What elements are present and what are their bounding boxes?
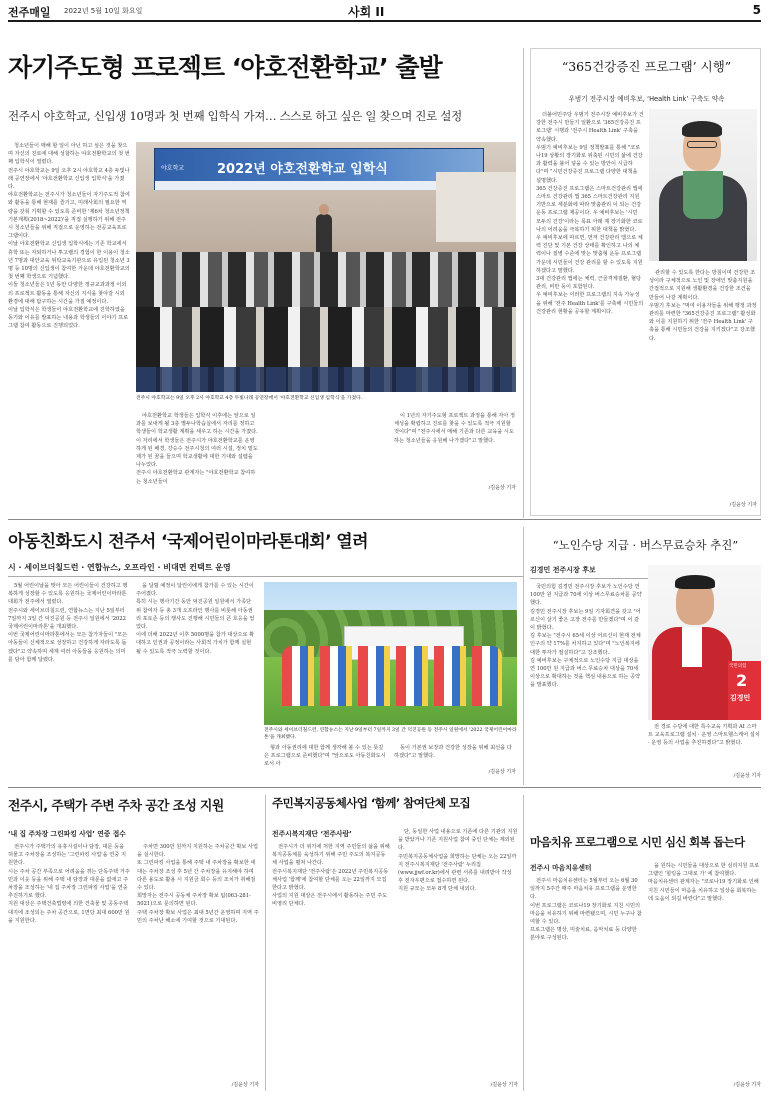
section-rule-1 [8, 519, 761, 520]
banner-org: 야호학교 [161, 165, 185, 172]
column-divider-top [523, 48, 524, 518]
article3-col1: 전주시가 주택가의 유휴시설이나 담장, 대문 등을 허물고 주차장을 조성하는 '그린파킹 사업'을 연중 지원한다. 시는 주차 공간 부족으로 어려움을 겪는 단독주택 거주민과 이웃 등을 위해 주택 내 담장과 대문을 없애고 주차장을 조성하는 '내 집 주차장 그린파킹 사업'을 연중 추진하기로 했다. 지원 대상은 주택건축법령에 의한 건축물 및 공동주택 대지에 조성되는 주차 공간으로, 1면당 최대 600만 원을 지원한다. [8, 844, 130, 924]
column-divider-b1 [265, 795, 266, 1091]
article1-author: /김윤상 기자 [488, 485, 516, 491]
article1-caption: 전주시 야호학교는 9일 오후 2시 야호학교 4층 두빛나래 공연장에서 '야호전환학교 신입생 입학식'을 가졌다. [136, 396, 363, 401]
article5-col1: 전주시 마음치유센터는 5월부터 오는 6월 30일까지 5주간 매주 마음치유 프로그램을 운영한다. 이번 프로그램은 코로나19 장기화로 지친 시민의 마음을 치유하기 위해 마련됐으며, 시민 누구나 참여할 수 있다. 프로그램은 명상, 미술치료, 음악치료 등 다양한 분야로 구성된다. [530, 878, 642, 942]
chair-row [136, 367, 516, 392]
article2-col1: 5월 어린이날을 맞아 모든 어린이들이 건강하고 행복하게 성장할 수 있도록 응원하는 국제어린이마라톤대회가 전주에서 열렸다. 전주시와 세이브더칠드런, 연합뉴스는 지난 5일부터 7일까지 3일 간 덕진공원 등 전주시 일원에서 '2022 국제어린이마라톤'을 개최했다. 이번 국제어린이마라톤에서는 모든 참가자들이 "모든 아동들이 신체적으로 성장하고 건강하게 자라도록 돕겠다"고 약속하며 세계 여러 아동들을 응원하는 의미를 담아 함께 달렸다. [8, 583, 128, 663]
portrait-hair [682, 121, 722, 137]
article5-author: /김윤상 기자 [733, 1082, 761, 1088]
article1-headline: 자기주도형 프로젝트 ‘야호전환학교’ 출발 [8, 53, 442, 82]
campaign-badge [728, 661, 761, 720]
audience-row-back [136, 252, 516, 312]
banner-title: 2022년 야호전환학교 입학식 [217, 162, 388, 177]
side1-title: “365건강증진 프로그램’ 시행” [561, 59, 732, 74]
side2-title: “노인수당 지급 · 버스무료승차 추진” [552, 538, 739, 552]
article2-headline: 아동친화도시 전주서 ‘국제어린이마라톤대회’ 열려 [8, 532, 368, 552]
article2-author: /김윤상 기자 [488, 769, 516, 775]
candidate-shirt [682, 627, 702, 667]
article2-subhead-rule [8, 576, 523, 577]
article2-photo [264, 582, 517, 725]
article1-photo [136, 142, 516, 392]
column-divider-b2 [523, 795, 524, 1091]
portrait-glasses [687, 141, 717, 148]
side1-portrait [649, 109, 757, 261]
article2-subhead: 시 · 세이브더칠드런 · 연합뉴스, 오프라인 · 비대면 컨택트 운영 [8, 563, 231, 572]
side1-subtitle: 우범기 전주시장 예비후보, ‘Health Link’ 구축도 약속 [568, 95, 725, 103]
masthead-rule [8, 20, 761, 22]
article4-headline: 주민복지공동체사업 ‘함께’ 참여단체 모집 [272, 796, 471, 810]
paper-name: 전주매일 [8, 6, 51, 19]
article3-col2: 주차면 300만 원까지 지원하는 주차공간 확보 사업을 실시한다. 또 그린파킹 사업을 통해 주택 내 주차장을 확보한 세대는 주차장 조성 후 5년 간 주차장을 유지해야 하며 다른 용도로 활용 시 지원금 회수 등의 조치가 취해질 수 있다. 희망자는 전주시 공동체 주차장 확보 팀(063-281-5021)으로 문의하면 된다. 주택 주차장 확보 사업은 최대 5년간 운영하며 지역 주민의 주차난 해소에 기여할 것으로 기대된다. [137, 844, 259, 924]
badge-name: 김경민 [730, 694, 751, 702]
article4-subhead: 전주시복지재단 ‘전주사람’ [272, 830, 352, 838]
side2-portrait [648, 565, 761, 720]
masthead [8, 0, 761, 20]
article3-subhead: ‘내 집 주차장 그린파킹 사업’ 연중 접수 [8, 830, 126, 838]
article1-subhead: 전주시 야호학교, 신입생 10명과 첫 번째 입학식 가져… 스스로 하고 싶은 일 찾으며 진로 설정 [8, 109, 462, 123]
article4-author: /김윤상 기자 [490, 1082, 518, 1088]
article5-col2: 을 원하는 시민들을 대상으로 한 심리지원 프로그램인 '힐링을 그대로 가' 에 참여했다. 마음치유센터 관계자는 "코로나19 장기화로 인해 지친 시민들이 마음을 치유하고 일상을 회복하는 데 도움이 되길 바란다"고 말했다. [648, 863, 760, 902]
section-rule-2 [8, 787, 761, 788]
column-divider-mid [523, 527, 524, 785]
article5-subhead: 전주시 마음치유센터 [530, 864, 592, 872]
screen-right [436, 172, 516, 242]
article3-headline: 전주시, 주택가 주변 주차 공간 조성 지원 [8, 799, 224, 814]
article2-col2: 을 달릴 예정이 달린이에게 참가를 수 있는 시간이 주어졌다. 특히 시는 행사기간 동안 덕진공원 일원에서 가족단위 참여자 등 총 3개 오프라인 행사를 비롯해 아동권리 포토존 등의 행사도 진행해 시민들의 큰 호응을 얻었다. 이에 더해 2022년 이후 5000명을 참가 대상으로 확대하고 인권과 공정이라는 사회적 가치가 함께 실현될 수 있도록 적극 노력할 것이다. [136, 583, 255, 655]
article2-col4: 동이 기본권 보장과 건강한 성장을 위해 최선을 다하겠다"고 말했다. [394, 745, 512, 760]
article2-col3: 형과 아동권리에 대한 함께 생각해 볼 수 있는 뜻깊은 프로그램으로 준비했다"며 "앞으로도 아동친화도시로서 아 [264, 745, 386, 768]
event-banner [154, 148, 484, 190]
article1-col2: 야호전환학교 학생들은 입학식 이후에는 앞으로 일과를 보내게 될 3층 별두나학습실에서 자리를 정하고 학생들이 학교생활 계획을 세우고 하는 시간을 가졌다. 이 자리에서 학생들은 전주시가 야호전환학교를 운영하게 된 배경, 강승수 전주시청의 여러 시설, 정치 밑도 제가 된 꿈을 들으며 학교생활에 대한 기대와 설렘을 나누었다. 전주시 야호전환학교 관계자는 "야호전환학교 참여하는 청소년들이 [136, 413, 258, 485]
portrait-sweater [683, 171, 723, 219]
article5-headline: 마음치유 프로그램으로 시민 심신 회복 돕는다 [530, 835, 745, 849]
side1-author: /김윤상 기자 [729, 502, 757, 508]
side1-col1: 더불어민주당 우범기 전주시장 예비후보가 건강한 전주시 만들기 일환으로 '365건강증진 프로그램' 시행과 '전주시 Health Link' 구축을 약속했다. 우범기 예비후보는 9일 정책발표를 통해 "코로나19 상황의 장기화로 위축된 시민의 삶에 건강과 활력을 불어 넣을 수 있는 방안이 시급하다"며 "시민건강증진 프로그램 다양한 대책을 설명했다. 365 건강증진 프로그램은 스마트건강관리 앱에 스마트 건강관리 앱 365 스마트건강관리 지원 기반으로 세분화에 따라 맞춤관리 이 되는 건강 운동 프로그램 제공이다. 우 예비후보는 '시민 모두의 건강'이라는 목표 아래 제 장기화한 코로나의 어려움을 극복하기 위한 대책을 밝혔다. 우 예비후보에 따르면, 먼저 건강관리 앱으로 체력 진단 및 기본 건강 상태를 확인하고 나의 체력이나 질병 수준에 맞는 맞춤형 운동 프로그램 가운데 시민들이 건강 관리를 할 수 있도록 지원하겠다고 말했다. 3대 건강관리 앱에는 체력, 근골격계질환, 혈당관리, 비만 등이 포함된다. 우 예비후보는 이러한 프로그램의 지속 가능성을 위해 '전주 Health Link'를 구축해 시민들의 건강관리 현황을 공유할 계획이다. [536, 112, 644, 315]
article1-col4: 이 1년의 자기주도형 프로젝트 과정을 통해 자아 정체성을 확립하고 진로를 찾을 수 있도록 적극 지원할 것이다"며 "전주시에서 매해 기존과 다른 교육을 시도하는 청소년들을 응원해 나가겠다"고 말했다. [394, 413, 516, 444]
children-group [282, 646, 502, 706]
side2-author: /김윤상 기자 [733, 773, 761, 779]
side2-col1: 국민의힘 김경민 전주시장 후보가 노인수당 연 100만 원 지급과 70세 이상 버스무료승차를 공약했다. 김경민 전주시장 후보는 9일 기자회견을 갖고 "어르신이 살기 좋은 고장 전주를 만들겠다"며 이 같이 밝혔다. 김 후보는 "전주시 65세 이상 어르신이 현재 전체 인구의 약 17%를 차지하고 있다"며 "노인복지에 대한 투자가 절실하다"고 강조했다. 김 예비후보는 구체적으로 노인수당 지급 대상을 연 100만 원 지급과 버스 무료승차 대상을 70세 이상으로 확대하는 것을 핵심 내용으로 하는 공약을 발표했다. [530, 584, 642, 689]
badge-party: 국민의힘 [729, 664, 747, 669]
side2-subtitle: 김경민 전주시장 후보 [530, 566, 596, 574]
side1-col2: 관리할 수 있도록 한다는 방침이며 건강한 조성이라 구체적으로 노인 및 장애인 맞춤지원을 간접적으로 지원해 생활환경을 건강한 조건을 만들어 나갈 계획이다. 우범기 후보는 "먹여 이용자들을 위해 행정 과정 관리를 마련한 "365건강증진 프로그램" 활성화와 이를 지원하기 위한 '전주 Health Link' 구축을 통해 시민들의 건강을 지키겠다"고 강조했다. [649, 270, 757, 342]
article4-col1: 전주시가 더 위기에 처한 지역 주민들의 삶을 위해 복지공동체를 육성하기 위해 주민 주도의 복지공동체 사업을 펼쳐 나간다. 전주시복지재단 '전주사람'은 2022년 주민복지공동체사업 '함께'에 참여할 단체를 오는 22일까지 모집한다고 밝혔다. 사업의 지원 대상은 전주시에서 활동하는 주민 주도 비영리 단체다. [272, 844, 390, 908]
side1-box [530, 48, 761, 516]
speaker-head [319, 204, 329, 215]
page-number: 5 [752, 3, 761, 17]
issue-date: 2022년 5월 10일 화요일 [64, 7, 143, 15]
article4-col2: 단, 동일한 사업 내용으로 기존에 다른 기관의 지원을 받았거나 기존 지원사업 참여 중인 단체는 제외된다. 주민복지공동체사업을 희망하는 단체는 오는 22일까지 전주시복지재단 '전주사람' 누리집(www.jjwf.or.kr)에서 관련 서류를 내려받아 작성 후 전자우편으로 접수하면 된다. 지원 규모는 모두 8개 단체 내외다. [398, 829, 518, 893]
side2-col2: 전 경로 수당에 대한 특수교육 기획과 AI 스마트 교육프로그램 설치 · 운영 스마트헬스케어 설치 · 운영 등의 사업을 추진하겠다"고 밝혔다. [648, 724, 760, 747]
article1-col1: 청소년들이 매해 할 일이 아닌 하고 싶은 것을 찾으며 자신의 진로에 대해 성찰하는 야호전환학교의 첫 번째 입학식이 열렸다. 전주시 야호학교는 9일 오후 2시 야호학교 4층 두빛나래 공연장에서 '야호전환학교 신입생 입학식'을 가졌다. 야호전환학교는 전주시가 청소년들이 자기주도적 참여와 활동을 통해 현재를 즐기고, 미래사회의 필요한 역량을 갖춰 기획할 수 있도록 준비한 '제6차 청소년정책 기본계획(2018~2022)'을 직접 실행하기 위해 전주시 청소년들을 위해 직접으로 운영하는 전공교육프로그램이다. 이날 야호전환학교 신입생 입학식에는 기존 학교에서 휴학 또는 자퇴하거나 투고렐의 경험이 한 이용이 청소년 7명과 대안교육 위탁교육기관으로 유입된 청소년 3명 등 10명의 신입생이 참여한 가운데 야호전환학교의 첫 번째 학생으로 기념했다. 이들 청소년들은 1년 동안 다양한 정규교과과정 이외의 프로젝트 활동을 통해 자신의 지식을 찾아갈 시외 환경에 대해 탐구하는 시간을 가질 예정이다. 이날 입학식은 학생들이 야호전환학교에 진학하였을 동기와 이유를 발표하는 내용과 학생들의 이야기 프로그램 참여 활동으로 진행되었다. [8, 143, 130, 330]
article3-author: /김윤상 기자 [231, 1082, 259, 1088]
badge-number: 2 [736, 671, 748, 690]
section-name: 사회 II [348, 5, 385, 19]
article2-caption: 전주시와 세이브더칠드런, 연합뉴스는 지난 9일부터 7일까지 3일 간 덕진공원 등 전주시 일원에서 '2022 국제어린이마라톤'을 개최했다. [264, 728, 517, 740]
candidate-hair [675, 575, 715, 589]
